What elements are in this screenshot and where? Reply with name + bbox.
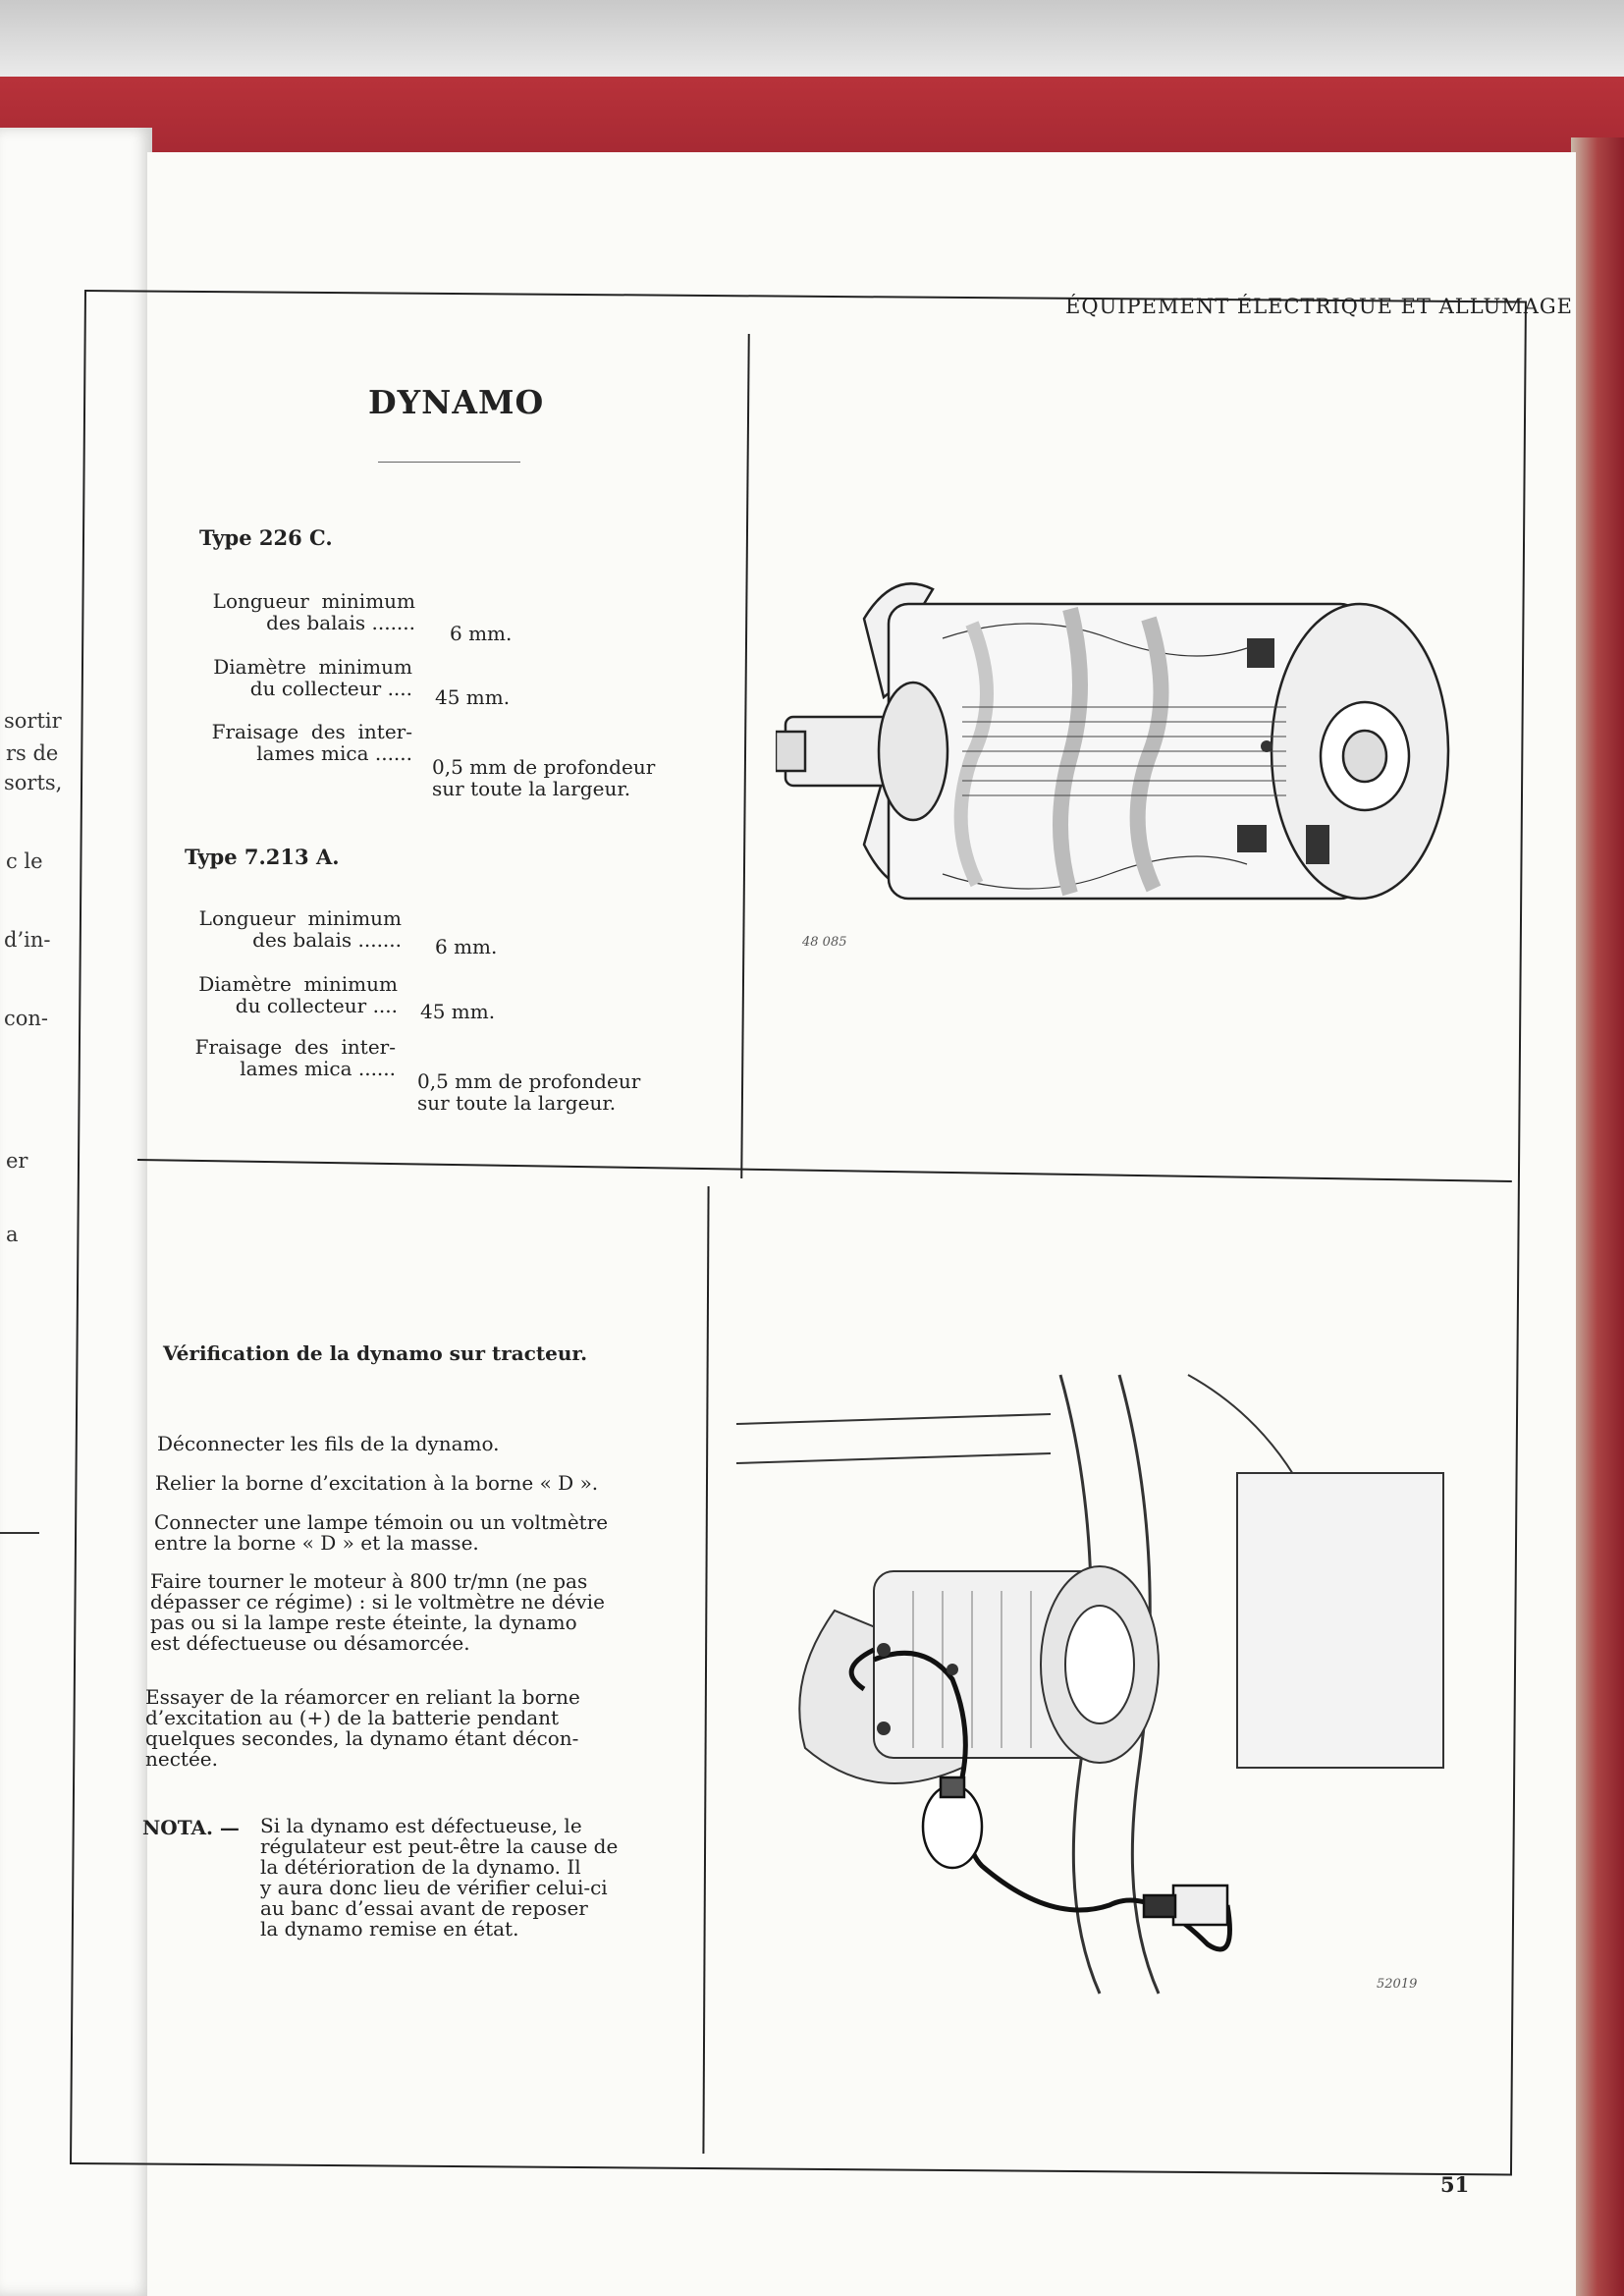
running-head: ÉQUIPEMENT ÉLECTRIQUE ET ALLUMAGE — [1065, 295, 1573, 318]
paragraph: Déconnecter les fils de la dynamo. — [157, 1432, 500, 1455]
spec-label: Diamètre minimum du collecteur .... — [198, 972, 398, 1017]
scanner-background — [0, 0, 1624, 88]
spec-value: 0,5 mm de profondeur sur toute la largeur. — [432, 755, 656, 800]
facing-page-fragment: sortir — [4, 709, 62, 733]
facing-page-fragment: rs de — [6, 741, 59, 765]
facing-page-fragment: con- — [4, 1007, 49, 1030]
spec-value: 6 mm. — [435, 935, 498, 958]
facing-page-fragment: d’in- — [4, 928, 51, 952]
tractor-dynamo-test-illustration — [727, 1355, 1473, 2003]
spec-label: Fraisage des inter- lames mica ...... — [194, 1035, 396, 1080]
paragraph: Relier la borne d’excitation à la borne « D ». — [155, 1471, 599, 1495]
paragraph: Essayer de la réamorcer en reliant la borne d’excitation au (+) de la batterie pendant quelques secondes, la dynamo étant décon- nectée. — [145, 1685, 580, 1771]
facing-page-fragment: c le — [6, 849, 43, 873]
nota-text: Si la dynamo est défectueuse, le régulateur est peut-être la cause de la détérioration de la dynamo. Il y aura donc lieu de vérifier celui-ci au banc d’essai avant de reposer la dynamo remise en état. — [260, 1814, 619, 1941]
spec-value: 6 mm. — [450, 622, 513, 645]
spec-label: Diamètre minimum du collecteur .... — [213, 655, 412, 700]
figure-code: 52019 — [1377, 1977, 1418, 1992]
facing-page-rule — [0, 1532, 39, 1534]
spec-value: 45 mm. — [420, 1000, 496, 1023]
dynamo-cutaway-illustration — [776, 550, 1502, 982]
page-title: DYNAMO — [368, 383, 545, 421]
spec-label: Fraisage des inter- lames mica ...... — [211, 720, 412, 765]
type-a-heading: Type 226 C. — [199, 525, 333, 550]
facing-page-fragment: sorts, — [4, 771, 63, 794]
figure-code: 48 085 — [802, 935, 847, 950]
book-cover-edge — [1571, 137, 1624, 2296]
spec-label: Longueur minimum des balais ....... — [198, 906, 402, 952]
title-rule — [378, 462, 520, 463]
spec-label: Longueur minimum des balais ....... — [212, 589, 415, 634]
facing-page-fragment: a — [6, 1223, 19, 1246]
paragraph: Connecter une lampe témoin ou un voltmètre entre la borne « D » et la masse. — [154, 1510, 609, 1555]
facing-page-fragment: er — [6, 1149, 28, 1173]
spec-value: 0,5 mm de profondeur sur toute la largeur. — [417, 1069, 641, 1115]
section-heading: Vérification de la dynamo sur tracteur. — [163, 1341, 588, 1365]
paragraph: Faire tourner le moteur à 800 tr/mn (ne pas dépasser ce régime) : si le voltmètre ne dévie pas ou si la lampe reste éteinte, la dynamo est défectueuse ou désamorcée. — [150, 1569, 605, 1655]
type-b-heading: Type 7.213 A. — [185, 845, 340, 869]
nota-label: NOTA. — — [142, 1816, 240, 1839]
spec-value: 45 mm. — [435, 685, 511, 709]
page-number: 51 — [1440, 2172, 1470, 2197]
